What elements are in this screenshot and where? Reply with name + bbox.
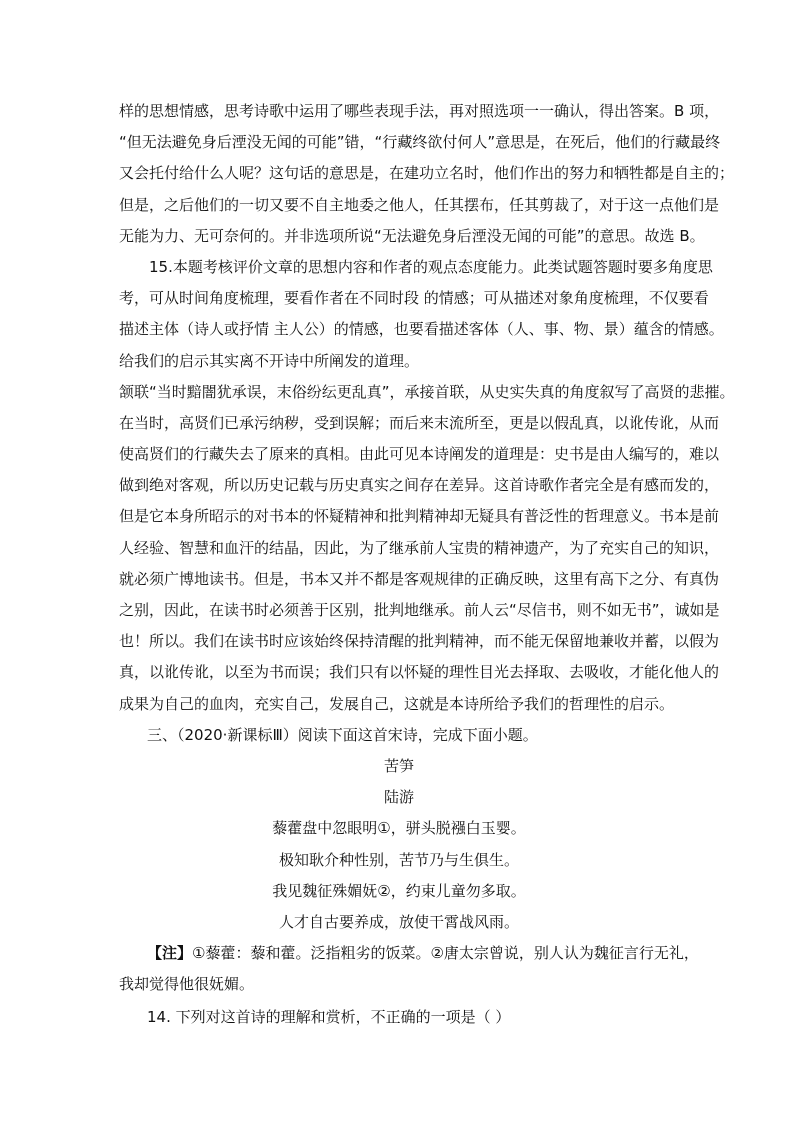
poem-note [119,938,699,1000]
analysis-15-body-line: 使高贤们的行藏失去了原来的真相。由此可见本诗阐发的道理是：史书是由人编写的，难以 [119,445,720,464]
poem-title: 苦笋 [383,756,414,775]
analysis-15-line: 考，可从时间角度梳理，要看作者在不同时段 的情感；可从描述对象角度梳理，不仅要看 [119,289,709,308]
note-text: ①藜藿：藜和藿。泛指粗劣的饭菜。②唐太宗曾说，别人认为魏征言行无礼， [192,944,699,963]
analysis-14-line: 无能为力、无可奈何的。并非选项所说“无法避免身后湮没无闻的可能”的意思。故选 B。 [119,226,705,245]
analysis-15-body-line: 做到绝对客观，所以历史记载与历史真实之间存在差异。这首诗歌作者完全是有感而发的， [119,476,720,495]
analysis-15-line: 15.本题考核评价文章的思想内容和作者的观点态度能力。此类试题答题时要多角度思 [149,257,713,276]
analysis-15-body-line: 人经验、智慧和血汗的结晶，因此，为了继承前人宝贵的精神遗产，为了充实自己的知识， [119,538,720,557]
poem-author: 陆游 [383,788,414,807]
poem-line: 极知耿介种性别，苦节乃与生俱生。 [278,850,519,869]
question-14: 14. 下列对这首诗的理解和赏析，不正确的一项是（ ） [147,1008,511,1027]
analysis-15-body-line: 也！所以。我们在读书时应该始终保持清醒的批判精神，而不能无保留地兼收并蓄，以假为 [119,632,720,651]
analysis-15-body-line: 在当时，高贤们已承污纳秽，受到误解；而后来末流所至，更是以假乱真，以讹传讹，从而 [119,413,720,432]
page-content [119,96,735,1034]
analysis-15-body-line: 成果为自己的血肉，充实自己，发展自己，这就是本诗所给予我们的哲理性的启示。 [119,694,675,713]
poem-line: 我见魏征殊媚妩②，约束儿童勿多取。 [272,881,526,900]
analysis-14-line: 样的思想情感，思考诗歌中运用了哪些表现手法，再对照选项一一确认，得出答案。B 项， [119,102,720,120]
analysis-15-line: 给我们的启示其实离不开诗中所阐发的道理。 [119,351,420,370]
analysis-15-line: 描述主体（诗人或抒情 主人公）的情感，也要看描述客体（人、事、物、景）蕴含的情感。 [119,320,724,339]
note-label: 【注】 [147,944,193,963]
analysis-15-body-line: 真，以讹传讹，以至为书而误；我们只有以怀疑的理性目光去择取、去吸收，才能化他人的 [119,663,720,682]
analysis-14-line: 但是，之后他们的一切又要不自主地委之他人，任其摆布，任其剪裁了，对于这一点他们是 [119,195,720,214]
poem-line: 藜藿盘中忽眼明①，骈头脱襁白玉婴。 [272,819,526,838]
analysis-14-line: “但无法避免身后湮没无闻的可能”错，“行藏终欲付何人”意思是，在死后，他们的行藏最终 [119,133,721,152]
analysis-14-line: 又会托付给什么人呢？这句话的意思是，在建功立名时，他们作出的努力和牺牲都是自主的； [119,164,735,183]
analysis-15-intro [119,252,724,377]
analysis-15-body [119,377,735,720]
section-heading: 三、（2020·新课标Ⅲ）阅读下面这首宋诗，完成下面小题。 [147,725,538,744]
analysis-15-body-line: 就必须广博地读书。但是，书本又并不都是客观规律的正确反映，这里有高下之分、有真伪 [119,569,720,588]
note-line [119,938,699,969]
note-line: 我却觉得他很妩媚。 [119,975,255,994]
analysis-15-body-line: 颔联“当时黯闇犹承误，末俗纷纭更乱真”，承接首联，从史实失真的角度叙写了高贤的悲摧。 [119,382,735,401]
analysis-14 [119,96,735,252]
analysis-15-body-line: 之别，因此，在读书时必须善于区别，批判地继承。前人云“尽信书，则不如无书”，诚如是 [119,601,720,619]
analysis-15-body-line: 但是它本身所昭示的对书本的怀疑精神和批判精神却无疑具有普泛性的哲理意义。书本是前 [119,507,720,526]
poem-line: 人才自古要养成，放使干霄战风雨。 [278,912,519,931]
poem [119,751,679,938]
